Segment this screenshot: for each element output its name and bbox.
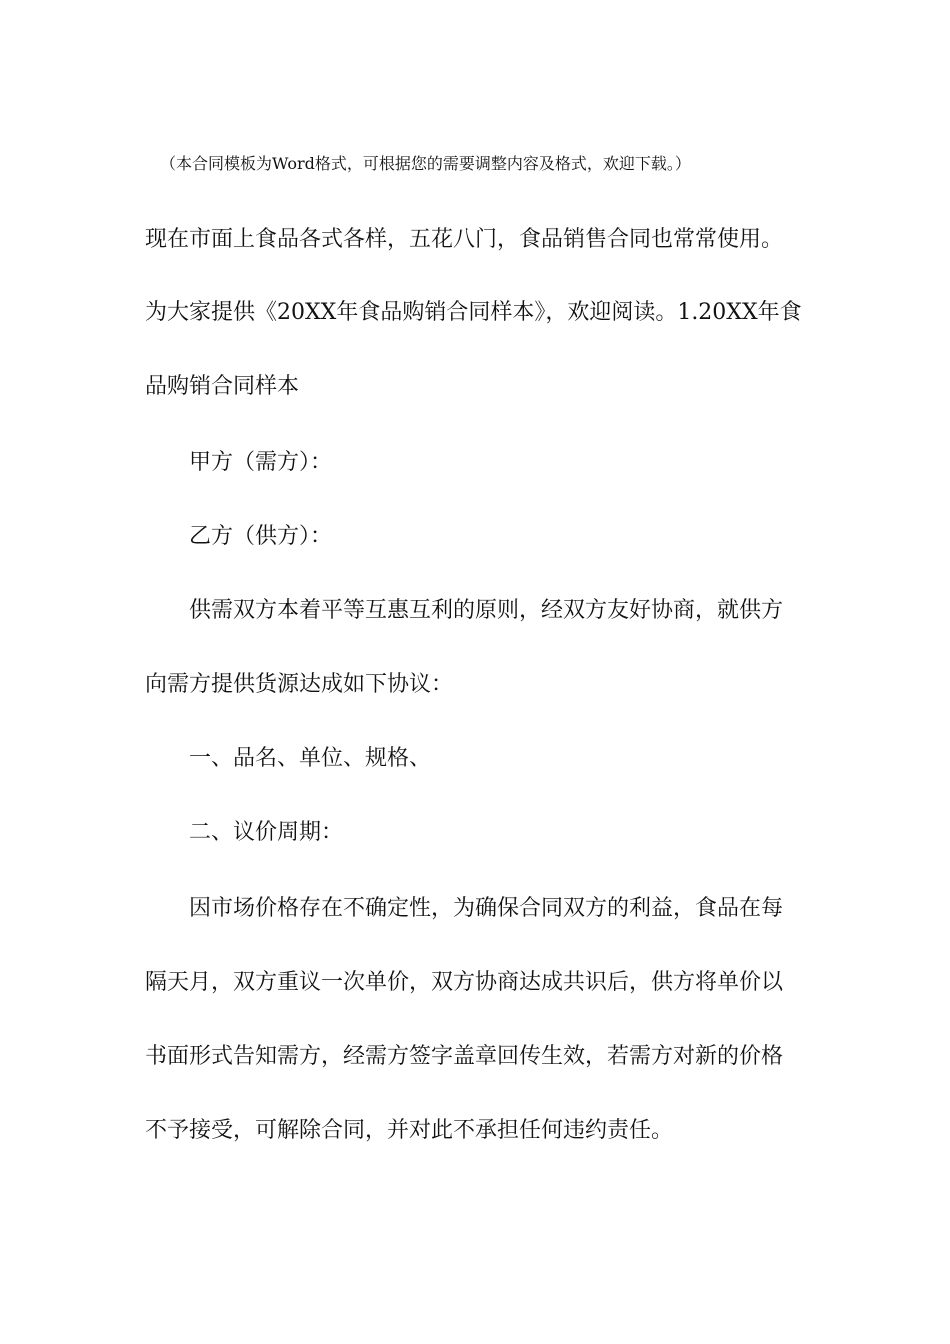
intro-line-3: 品购销合同样本 <box>145 374 300 399</box>
section-2-heading: 二、议价周期： <box>189 820 344 845</box>
intro-line-1: 现在市面上食品各式各样，五花八门，食品销售合同也常常使用。 <box>145 227 784 252</box>
agreement-line-2: 向需方提供货源达成如下协议： <box>145 672 454 697</box>
price-paragraph-line-4: 不予接受，可解除合同，并对此不承担任何违约责任。 <box>145 1118 674 1143</box>
section-1-heading: 一、品名、单位、规格、 <box>189 746 432 771</box>
price-paragraph-line-1: 因市场价格存在不确定性，为确保合同双方的利益，食品在每 <box>189 896 784 921</box>
party-b-line: 乙方（供方）： <box>189 524 333 549</box>
price-paragraph-line-2: 隔天月，双方重议一次单价，双方协商达成共识后，供方将单价以 <box>145 970 784 995</box>
agreement-line-1: 供需双方本着平等互惠互利的原则，经双方友好协商，就供方 <box>189 598 784 623</box>
party-a-line: 甲方（需方）： <box>189 450 333 475</box>
intro-line-2: 为大家提供《20XX年食品购销合同样本》，欢迎阅读。1.20XX年食 <box>145 300 802 325</box>
template-note: （本合同模板为Word格式，可根据您的需要调整内容及格式，欢迎下载。） <box>160 154 691 173</box>
price-paragraph-line-3: 书面形式告知需方，经需方签字盖章回传生效，若需方对新的价格 <box>145 1044 784 1069</box>
